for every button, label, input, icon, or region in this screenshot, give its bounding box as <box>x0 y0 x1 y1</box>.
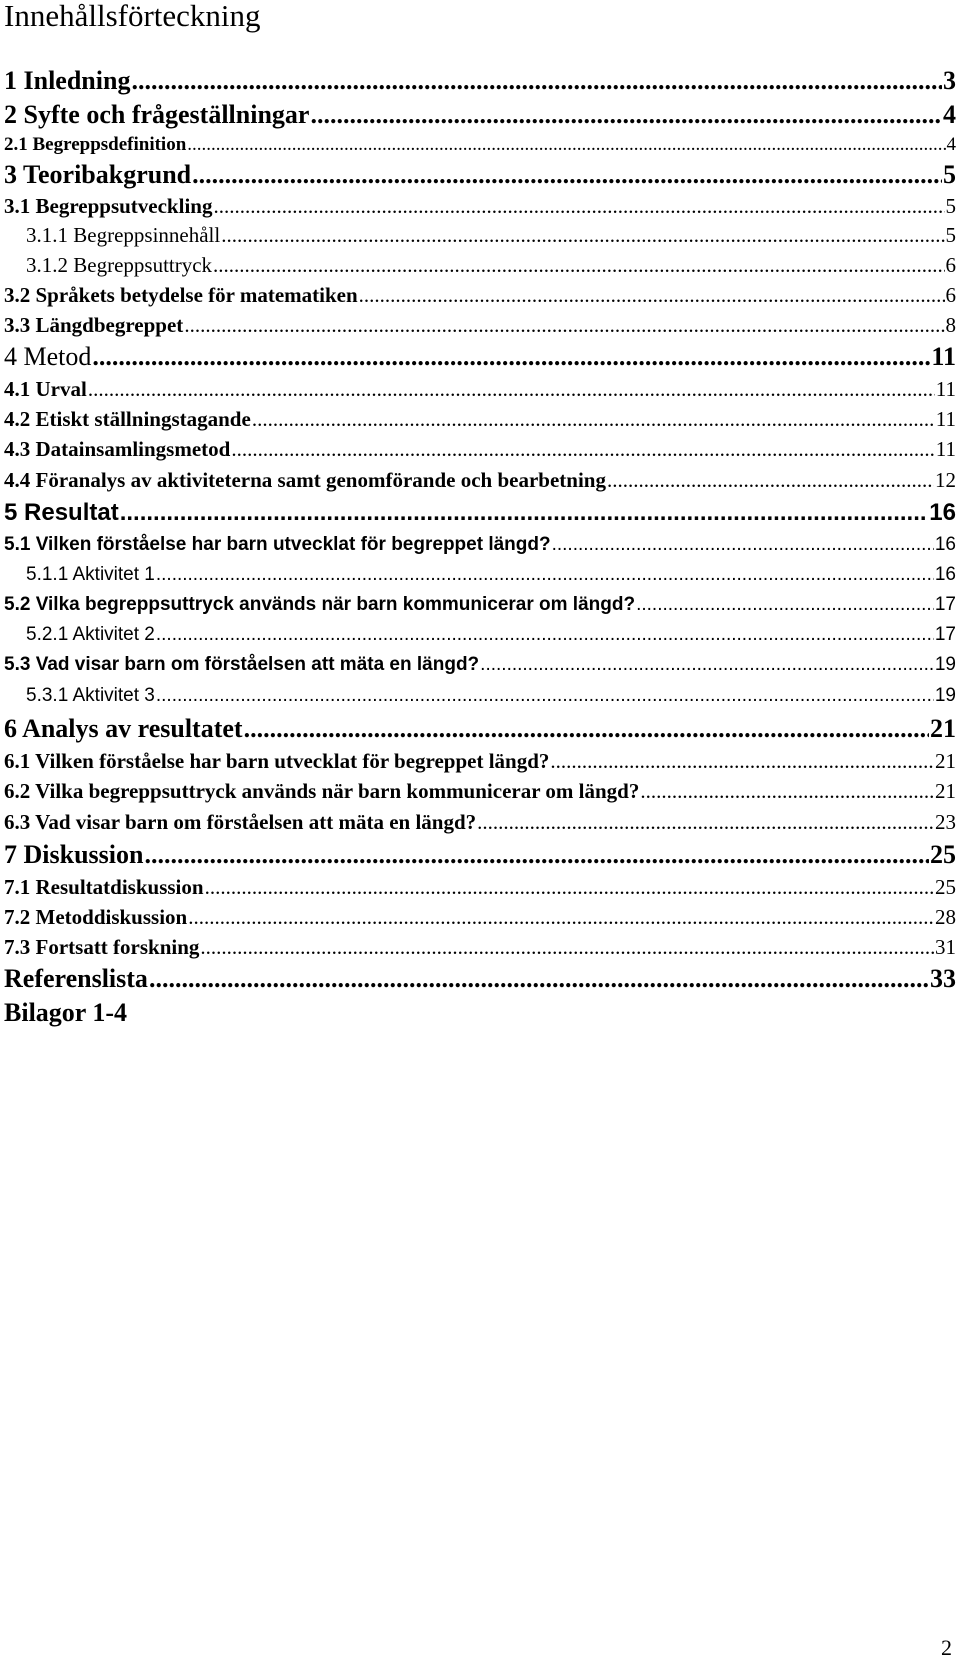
dot-leader <box>231 434 934 464</box>
toc-entry-label: 5.1.1 Aktivitet 1 <box>26 564 155 585</box>
toc-entry-page: 16 <box>929 499 956 526</box>
toc-entry-analys-begreppsuttryck[interactable] <box>4 776 956 806</box>
toc-entry-label: 3.3 Längdbegreppet <box>4 313 184 337</box>
toc-entry-fortsatt-forskning[interactable] <box>4 932 956 962</box>
toc-entry-page: 19 <box>934 654 956 675</box>
toc-entry-page: 11 <box>935 437 956 461</box>
toc-entry-datainsamlingsmetod[interactable] <box>4 434 956 464</box>
toc-entry-page: 21 <box>935 749 956 773</box>
page-number: 2 <box>941 1635 952 1660</box>
toc-entry-page: 33 <box>930 964 956 993</box>
dot-leader <box>477 806 934 838</box>
toc-entry-aktivitet-3[interactable] <box>4 680 956 712</box>
dot-leader <box>607 464 934 496</box>
table-of-contents <box>4 64 956 1030</box>
toc-entry-analys[interactable] <box>4 712 956 746</box>
dot-leader <box>213 250 944 280</box>
dot-leader <box>184 310 944 340</box>
dot-leader <box>156 620 934 650</box>
toc-entry-page: 12 <box>935 468 956 492</box>
toc-entry-aktivitet-2[interactable] <box>4 620 956 650</box>
toc-entry-label: 3 Teoribakgrund <box>4 160 192 189</box>
toc-entry-label: 4.4 Föranalys av aktiviteterna samt genomförande och bearbetning <box>4 468 606 492</box>
toc-entry-teoribakgrund[interactable] <box>4 158 956 192</box>
toc-entry-label: 6.3 Vad visar barn om förståelsen att mäta en längd? <box>4 810 477 834</box>
dot-leader <box>187 132 945 158</box>
toc-entry-foranalys[interactable] <box>4 464 956 496</box>
dot-leader <box>188 902 934 932</box>
toc-entry-diskussion[interactable] <box>4 838 956 872</box>
dot-leader <box>205 872 934 902</box>
toc-entry-page: 5 <box>945 194 956 218</box>
toc-entry-label: 6.1 Vilken förståelse har barn utvecklat för begreppet längd? <box>4 749 550 773</box>
toc-entry-label: 1 Inledning <box>4 66 131 95</box>
toc-entry-page: 23 <box>935 810 956 834</box>
toc-entry-analys-forstaelse[interactable] <box>4 746 956 776</box>
toc-entry-page: 4 <box>946 134 956 155</box>
toc-entry-page: 3 <box>943 66 956 95</box>
toc-entry-page: 6 <box>945 283 956 307</box>
toc-entry-begreppsuttryck[interactable] <box>4 250 956 280</box>
dot-leader <box>120 496 929 530</box>
toc-entry-metoddiskussion[interactable] <box>4 902 956 932</box>
dot-leader <box>221 220 944 250</box>
dot-leader <box>213 192 944 220</box>
toc-entry-page: 16 <box>934 534 956 555</box>
toc-entry-label: 2.1 Begreppsdefinition <box>4 134 187 155</box>
toc-entry-label: 7.1 Resultatdiskussion <box>4 875 204 899</box>
toc-entry-resultat-mata[interactable] <box>4 650 956 680</box>
toc-entry-bilagor: Bilagor 1-4 <box>4 998 128 1027</box>
toc-entry-label: 5.2.1 Aktivitet 2 <box>26 624 155 645</box>
dot-leader <box>144 838 929 872</box>
dot-leader <box>131 64 942 98</box>
toc-entry-aktivitet-1[interactable] <box>4 560 956 590</box>
toc-entry-page: 5 <box>943 160 956 189</box>
toc-entry-label: 7 Diskussion <box>4 840 144 869</box>
dot-leader <box>156 560 934 590</box>
toc-entry-begreppsinnehall[interactable] <box>4 220 956 250</box>
toc-entry-label: 6 Analys av resultatet <box>4 714 243 743</box>
toc-entry-label: 7.3 Fortsatt forskning <box>4 935 200 959</box>
dot-leader <box>552 530 934 560</box>
toc-entry-sprakets-betydelse[interactable] <box>4 280 956 310</box>
toc-entry-page: 11 <box>931 342 956 371</box>
toc-entry-label: 3.1.2 Begreppsuttryck <box>26 253 213 277</box>
toc-entry-resultat[interactable] <box>4 496 956 530</box>
dot-leader <box>550 746 934 776</box>
toc-entry-page: 25 <box>935 875 956 899</box>
toc-entry-label: 4.3 Datainsamlingsmetod <box>4 437 231 461</box>
dot-leader <box>310 98 942 132</box>
dot-leader <box>359 280 945 310</box>
toc-entry-label: 4 Metod <box>4 342 92 371</box>
dot-leader <box>252 404 935 434</box>
toc-entry-page: 28 <box>935 905 956 929</box>
toc-entry-label: 5 Resultat <box>4 499 119 526</box>
toc-entry-langdbegreppet[interactable] <box>4 310 956 340</box>
toc-entry-page: 21 <box>935 779 956 803</box>
toc-entry-label: 3.1.1 Begreppsinnehåll <box>26 223 221 247</box>
toc-entry-label: 2 Syfte och frågeställningar <box>4 100 310 129</box>
toc-entry-page: 6 <box>945 253 956 277</box>
toc-entry-page: 31 <box>935 935 956 959</box>
toc-entry-label: 3.2 Språkets betydelse för matematiken <box>4 283 358 307</box>
toc-entry-label: 5.3.1 Aktivitet 3 <box>26 685 155 706</box>
toc-entry-page: 21 <box>930 714 956 743</box>
toc-entry-begreppsutveckling[interactable] <box>4 192 956 220</box>
toc-entry-urval[interactable] <box>4 374 956 404</box>
toc-entry-label: 6.2 Vilka begreppsuttryck används när barn kommunicerar om längd? <box>4 779 640 803</box>
toc-entry-etiskt[interactable] <box>4 404 956 434</box>
toc-entry-label: 4.2 Etiskt ställningstagande <box>4 407 251 431</box>
toc-entry-page: 17 <box>934 624 956 645</box>
toc-entry-label: 5.1 Vilken förståelse har barn utvecklat för begreppet längd? <box>4 534 551 555</box>
dot-leader <box>88 374 935 404</box>
toc-entry-begreppsdefinition[interactable] <box>4 132 956 158</box>
toc-entry-page: 8 <box>945 313 956 337</box>
dot-leader <box>640 776 934 806</box>
toc-entry-label: 5.3 Vad visar barn om förståelsen att mäta en längd? <box>4 654 480 675</box>
dot-leader <box>92 340 930 374</box>
toc-entry-metod[interactable] <box>4 340 956 374</box>
toc-entry-label: 5.2 Vilka begreppsuttryck används när barn kommunicerar om längd? <box>4 594 636 615</box>
toc-entry-page: 5 <box>945 223 956 247</box>
toc-entry-syfte[interactable] <box>4 98 956 132</box>
toc-entry-resultatdiskussion[interactable] <box>4 872 956 902</box>
toc-entry-label: 3.1 Begreppsutveckling <box>4 194 213 218</box>
dot-leader <box>200 932 934 962</box>
toc-entry-page: 25 <box>930 840 956 869</box>
dot-leader <box>480 650 934 680</box>
toc-entry-page: 19 <box>934 685 956 706</box>
dot-leader <box>156 680 934 712</box>
toc-entry-referenslista[interactable] <box>4 962 956 996</box>
dot-leader <box>149 962 929 996</box>
toc-entry-resultat-forstaelse[interactable] <box>4 530 956 560</box>
toc-entry-inledning[interactable] <box>4 64 956 98</box>
dot-leader <box>244 712 929 746</box>
page-title: Innehållsförteckning <box>4 0 261 33</box>
toc-entry-label: 4.1 Urval <box>4 377 87 401</box>
toc-entry-resultat-begreppsuttryck[interactable] <box>4 590 956 620</box>
dot-leader <box>192 158 942 192</box>
dot-leader <box>636 590 934 620</box>
toc-entry-page: 17 <box>934 594 956 615</box>
toc-entry-page: 4 <box>943 100 956 129</box>
toc-entry-label: Referenslista <box>4 964 148 993</box>
toc-entry-page: 11 <box>935 377 956 401</box>
toc-entry-analys-mata[interactable] <box>4 806 956 838</box>
toc-entry-label: 7.2 Metoddiskussion <box>4 905 188 929</box>
toc-entry-page: 16 <box>934 564 956 585</box>
toc-entry-page: 11 <box>935 407 956 431</box>
